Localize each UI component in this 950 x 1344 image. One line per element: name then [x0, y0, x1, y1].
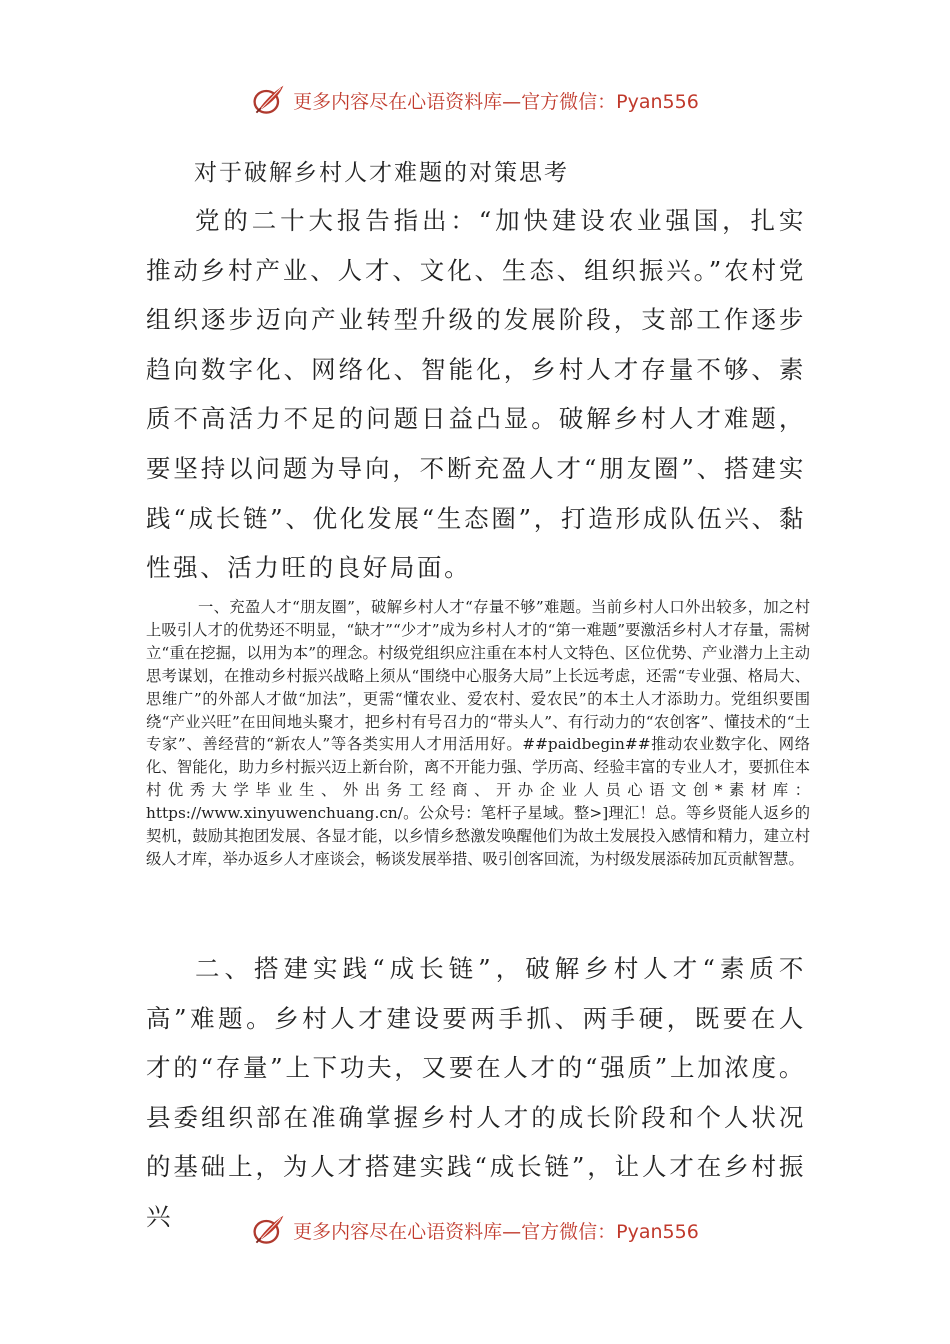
- intro-paragraph: 党的二十大报告指出：“加快建设农业强国，扎实推动乡村产业、人才、文化、生态、组织振兴。”农村党组织逐步迈向产业转型升级的发展阶段，支部工作逐步趋向数字化、网络化、智能化，乡村人才存量不够、素质不高活力不足的问题日益凸显。破解乡村人才难题，要坚持以问题为导向，不断充盈人才“朋友圈”、搭建实践“成长链”、优化发展“生态圈”，打造形成队伍兴、黏性强、活力旺的良好局面。: [146, 206, 806, 583]
- footer-banner-content: [251, 1212, 699, 1248]
- header-banner-text: 更多内容尽在心语资料库—官方微信：Pyan556: [293, 90, 699, 113]
- footer-banner: [0, 1208, 950, 1252]
- header-banner-content: [251, 82, 699, 118]
- pen-feather-logo-icon: [251, 1212, 287, 1248]
- section-one-paragraph: 一、充盈人才“朋友圈”，破解乡村人才“存量不够”难题。当前乡村人口外出较多，加之村上吸引人才的优势还不明显，“缺才”“少才”成为乡村人才的“第一难题”要激活乡村人才存量，需树立“重在挖掘，以用为本”的理念。村级党组织应注重在本村人文特色、区位优势、产业潜力上主动思考谋划，在推动乡村振兴战略上须从“围绕中心服务大局”上长远考虑，还需“专业强、格局大、思维广”的外部人才做“加法”，更需“懂农业、爱农村、爱农民”的本土人才添助力。党组织要围绕“产业兴旺”在田间地头聚才，把乡村有号召力的“带头人”、有行动力的“农创客”、懂技术的“土专家”、善经营的“新农人”等各类实用人才用活用好。##paidbegin##推动农业数字化、网络化、智能化，助力乡村振兴迈上新台阶，离不开能力强、学历高、经验丰富的专业人才，要抓住本村优秀大学毕业生、外出务工经商、开办企业人员心语文创*素材库：https://www.xinyuwenchuang.cn/。公众号：笔杆子星域。整>]理汇！总。等乡贤能人返乡的契机，鼓励其抱团发展、各显才能，以乡情乡愁激发唤醒他们为故土发展投入感情和精力，建立村级人才库，举办返乡人才座谈会，畅谈发展举措、吸引创客回流，为村级发展添砖加瓦贡献智慧。: [146, 598, 810, 868]
- footer-banner-text: 更多内容尽在心语资料库—官方微信：Pyan556: [293, 1220, 699, 1243]
- header-banner: [0, 78, 950, 122]
- document-title: 对于破解乡村人才难题的对策思考: [194, 160, 569, 186]
- section-two-paragraph: 二、搭建实践“成长链”，破解乡村人才“素质不高”难题。乡村人才建设要两手抓、两手硬，既要在人才的“存量”上下功夫，又要在人才的“强质”上加浓度。县委组织部在准确掌握乡村人才的成长阶段和个人状况的基础上，为人才搭建实践“成长链”，让人才在乡村振兴: [146, 954, 806, 1231]
- pen-feather-logo-icon: [251, 82, 287, 118]
